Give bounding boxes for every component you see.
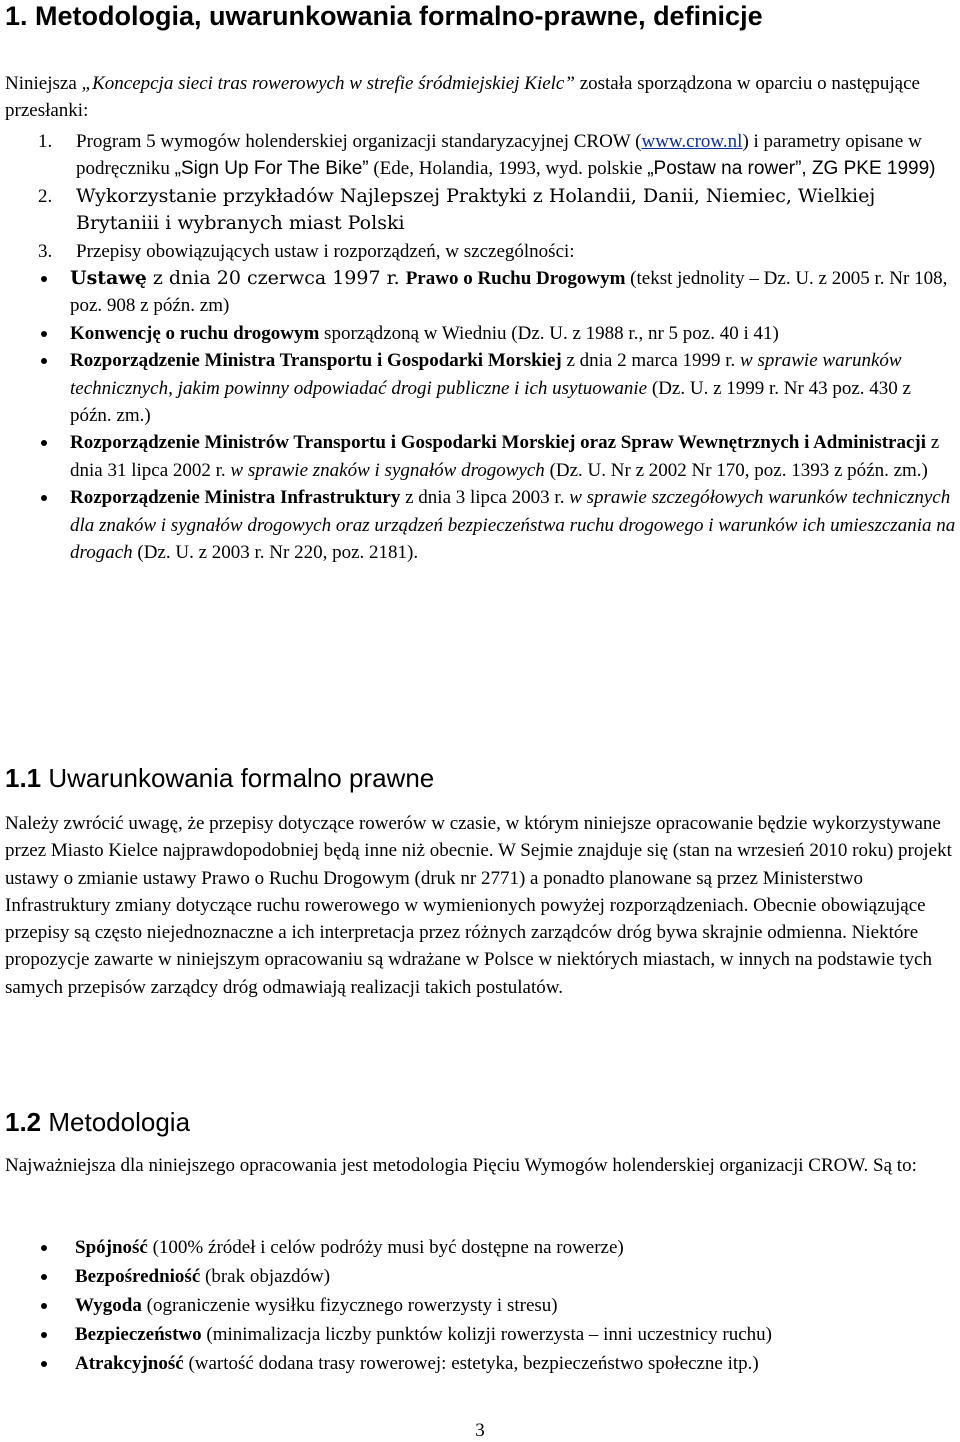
requirement-item <box>0 1233 950 1262</box>
section-heading-1-2 <box>5 1107 190 1138</box>
intro-title-italic: „Koncepcja sieci tras rowerowych w strefie śródmiejskiej Kielc” <box>81 73 575 94</box>
requirement-item <box>0 1349 950 1378</box>
requirement-term: Bezpośredniość <box>75 1266 201 1287</box>
regulation-item <box>0 320 950 347</box>
section-1-1-paragraph: Należy zwrócić uwagę, że przepisy dotyczące rowerów w czasie, w którym niniejsze opracowanie będzie wykorzystywane przez Miasto Kielce najprawdopodobniej będą inne niż obecnie. W Sejmie znajduje się (stan na wrzesień 2010 roku) projekt ustawy o zmianie ustawy Prawo o Ruchu Drogowym (druk nr 2771) a ponadto planowane są przez Ministerstwo Infrastruktury zmiany dotyczące ruchu rowerowego w wymienionych powyżej rozporządzeniach. Obecnie obowiązujące przepisy są często niejednoznaczne a ich interpretacja przez różnych zarządców dróg bywa skrajnie odmienna. Niektóre propozycje zawarte w niniejszym opracowaniu są wdrażane w Polsce w niektórych miastach, w innych na podstawie tych samych przepisów zarządcy dróg odmawiają realizacji takich postulatów. <box>5 813 952 998</box>
regulation-item <box>0 484 960 566</box>
requirement-item <box>0 1262 950 1291</box>
premise-text: Program 5 wymogów holenderskiej organizacji standaryzacyjnej CROW ( <box>76 131 642 152</box>
requirement-term: Bezpieczeństwo <box>75 1324 202 1345</box>
premise-item-3 <box>0 238 956 567</box>
regulation-item <box>0 347 950 429</box>
requirement-desc: (brak objazdów) <box>200 1266 331 1287</box>
regulation-title: Prawo o Ruchu Drogowym <box>405 268 626 290</box>
requirement-item <box>0 1320 950 1349</box>
regulation-text: z dnia 3 lipca 2003 r. <box>400 487 570 509</box>
section-number: 1.1 <box>5 763 42 793</box>
premise-text: Wykorzystanie przykładów Najlepszej Praktyki z Holandii, Danii, Niemiec, Wielkiej Brytaniii i wybranych miast Polski <box>76 184 876 235</box>
requirement-desc: (minimalizacja liczby punktów kolizji rowerzysta – inni uczestnicy ruchu) <box>201 1324 772 1345</box>
regulation-item <box>0 429 950 484</box>
premise-text: Przepisy obowiązujących ustaw i rozporządzeń, w szczególności: <box>76 240 575 262</box>
regulation-subject: w sprawie warunków technicznych, jakim powinny odpowiadać drogi publiczne i ich usytuowanie <box>70 350 902 399</box>
regulation-text: z dnia 20 czerwca 1997 r. <box>146 267 406 290</box>
regulation-text: (Dz. U. Nr z 2002 Nr 170, poz. 1393 z późn. zm.) <box>544 459 928 481</box>
regulation-text: z dnia 31 lipca 2002 r. <box>70 432 940 481</box>
page-number: 3 <box>475 1420 485 1441</box>
premise-item-1 <box>0 128 950 183</box>
intro-text-end: została sporządzona w oparciu o następujące przesłanki: <box>5 73 920 122</box>
premise-number: 3. <box>38 240 53 262</box>
requirement-desc: (wartość dodana trasy rowerowej: estetyka, bezpieczeństwo społeczne itp.) <box>183 1353 759 1374</box>
regulation-text: z dnia 2 marca 1999 r. <box>561 350 741 372</box>
premise-text: ) i parametry opisane w podręczniku <box>76 131 922 180</box>
premises-list <box>0 128 956 567</box>
requirement-term: Spójność <box>75 1237 148 1258</box>
regulation-text: sporządzoną w Wiedniu (Dz. U. z 1988 r., nr 5 poz. 40 i 41) <box>319 322 779 344</box>
intro-paragraph <box>5 70 955 125</box>
requirement-desc: (ograniczenie wysiłku fizycznego rowerzysty i stresu) <box>141 1295 558 1316</box>
section-heading-1-1 <box>5 763 434 794</box>
book-title: „Sign Up For The Bike” <box>174 158 369 180</box>
requirement-desc: (100% źródeł i celów podróży musi być dostępne na rowerze) <box>147 1237 624 1258</box>
section-1-2-paragraph: Najważniejsza dla niniejszego opracowania jest metodologia Pięciu Wymogów holenderskiej organizacji CROW. Są to: <box>5 1155 917 1176</box>
regulation-subject: w sprawie szczegółowych warunków technicznych dla znaków i sygnałów drogowych oraz urządzeń bezpieczeństwa ruchu drogowego i warunków ich umieszczania na drogach <box>70 487 956 564</box>
section-number: 1.2 <box>5 1107 42 1137</box>
regulation-name: Rozporządzenie Ministra Transportu i Gospodarki Morskiej <box>70 350 562 372</box>
requirement-item <box>0 1291 950 1320</box>
requirement-term: Atrakcyjność <box>75 1353 184 1374</box>
regulation-name: Rozporządzenie Ministra Infrastruktury <box>70 487 401 509</box>
regulation-item <box>0 265 950 320</box>
regulation-text: (Dz. U. z 1999 r. Nr 43 poz. 430 z późn. zm.) <box>70 377 911 427</box>
regulation-name: Konwencję o ruchu drogowym <box>70 322 320 344</box>
intro-text-start: Niniejsza <box>5 73 82 94</box>
section-title: Uwarunkowania formalno prawne <box>41 763 435 793</box>
regulation-text: (Dz. U. z 2003 r. Nr 220, poz. 2181). <box>132 542 419 564</box>
premise-item-2 <box>0 183 950 238</box>
regulations-list <box>0 265 956 566</box>
premise-text: (Ede, Holandia, 1993, wyd. polskie <box>368 158 648 180</box>
regulation-text: (tekst jednolity – Dz. U. z 2005 r. Nr 108, poz. 908 z późn. zm) <box>70 268 948 317</box>
section-title: Metodologia <box>41 1107 191 1137</box>
regulation-subject: w sprawie znaków i sygnałów drogowych <box>230 459 545 481</box>
requirement-term: Wygoda <box>75 1295 142 1316</box>
regulation-name: Rozporządzenie Ministrów Transportu i Gospodarki Morskiej oraz Spraw Wewnętrznych i Administracji <box>70 432 927 454</box>
premise-number: 2. <box>38 185 53 207</box>
chapter-heading: 1. Metodologia, uwarunkowania formalno-prawne, definicje <box>5 1 763 31</box>
crow-link[interactable]: www.crow.nl <box>641 131 743 152</box>
requirements-list <box>0 1233 950 1378</box>
book-title-polish: „Postaw na rower”, ZG PKE 1999) <box>647 158 936 180</box>
regulation-name: Ustawę <box>70 267 147 290</box>
premise-number: 1. <box>38 131 53 152</box>
